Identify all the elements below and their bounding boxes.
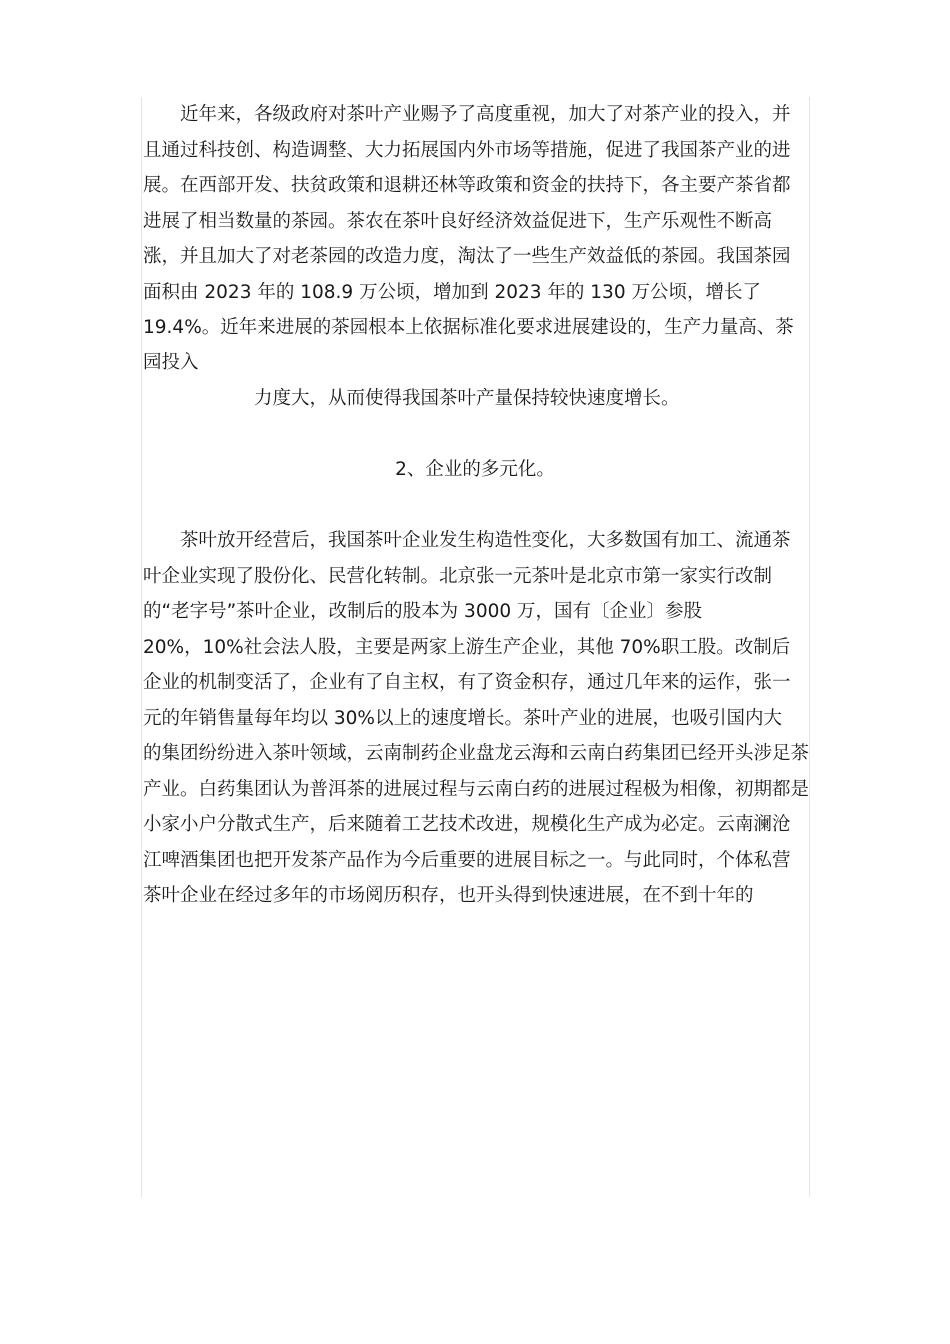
paragraph-line: 江啤酒集团也把开发茶产品作为今后重要的进展目标之一。与此同时，个体私营 [143, 850, 791, 871]
paragraph-line: 园投入 [143, 352, 199, 373]
paragraph-line: 展。在西部开发、扶贫政策和退耕还林等政策和资金的扶持下，各主要产茶省都 [143, 175, 791, 196]
paragraph-line: 力度大，从而使得我国茶叶产量保持较快速度增长。 [254, 388, 680, 409]
paragraph-line: 进展了相当数量的茶园。茶农在茶叶良好经济效益促进下，生产乐观性不断高 [143, 211, 773, 232]
paragraph-line: 茶叶企业在经过多年的市场阅历积存，也开头得到快速进展，在不到十年的 [143, 885, 754, 906]
paragraph-line: 涨，并且加大了对老茶园的改造力度，淘汰了一些生产效益低的茶园。我国茶园 [143, 246, 791, 267]
paragraph-line: 且通过科技创、构造调整、大力拓展国内外市场等措施，促进了我国茶产业的进 [143, 140, 791, 161]
paragraph-line: 的集团纷纷进入茶叶领域，云南制药企业盘龙云海和云南白药集团已经开头涉足茶 [143, 743, 810, 764]
paragraph-line: 企业的机制变活了，企业有了自主权，有了资金积存，通过几年来的运作，张一 [143, 672, 791, 693]
paragraph-line: 产业。白药集团认为普洱茶的进展过程与云南白药的进展过程极为相像，初期都是 [143, 779, 810, 800]
paragraph-line: 面积由 2023 年的 108.9 万公顷，增加到 2023 年的 130 万公顷，增长了 [143, 282, 761, 303]
paragraph-line: 19.4%。近年来进展的茶园根本上依据标准化要求进展建设的，生产力量高、茶 [143, 317, 794, 338]
paragraph-line: 小家小户分散式生产，后来随着工艺技术改进，规模化生产成为必定。云南澜沧 [143, 814, 791, 835]
paragraph-line: 近年来，各级政府对茶叶产业赐予了高度重视，加大了对茶产业的投入，并 [180, 104, 791, 125]
paragraph-line: 叶企业实现了股份化、民营化转制。北京张一元茶叶是北京市第一家实行改制 [143, 566, 773, 587]
section-heading: 2、企业的多元化。 [395, 459, 555, 480]
paragraph-line: 的“老字号”茶叶企业，改制后的股本为 3000 万，国有〔企业〕参股 [143, 601, 703, 622]
paragraph-line: 20%，10%社会法人股，主要是两家上游生产企业，其他 70%职工股。改制后 [143, 637, 791, 658]
paragraph-line: 元的年销售量每年均以 30%以上的速度增长。茶叶产业的进展，也吸引国内大 [143, 708, 783, 729]
paragraph-line: 茶叶放开经营后，我国茶叶企业发生构造性变化，大多数国有加工、流通茶 [180, 530, 791, 551]
